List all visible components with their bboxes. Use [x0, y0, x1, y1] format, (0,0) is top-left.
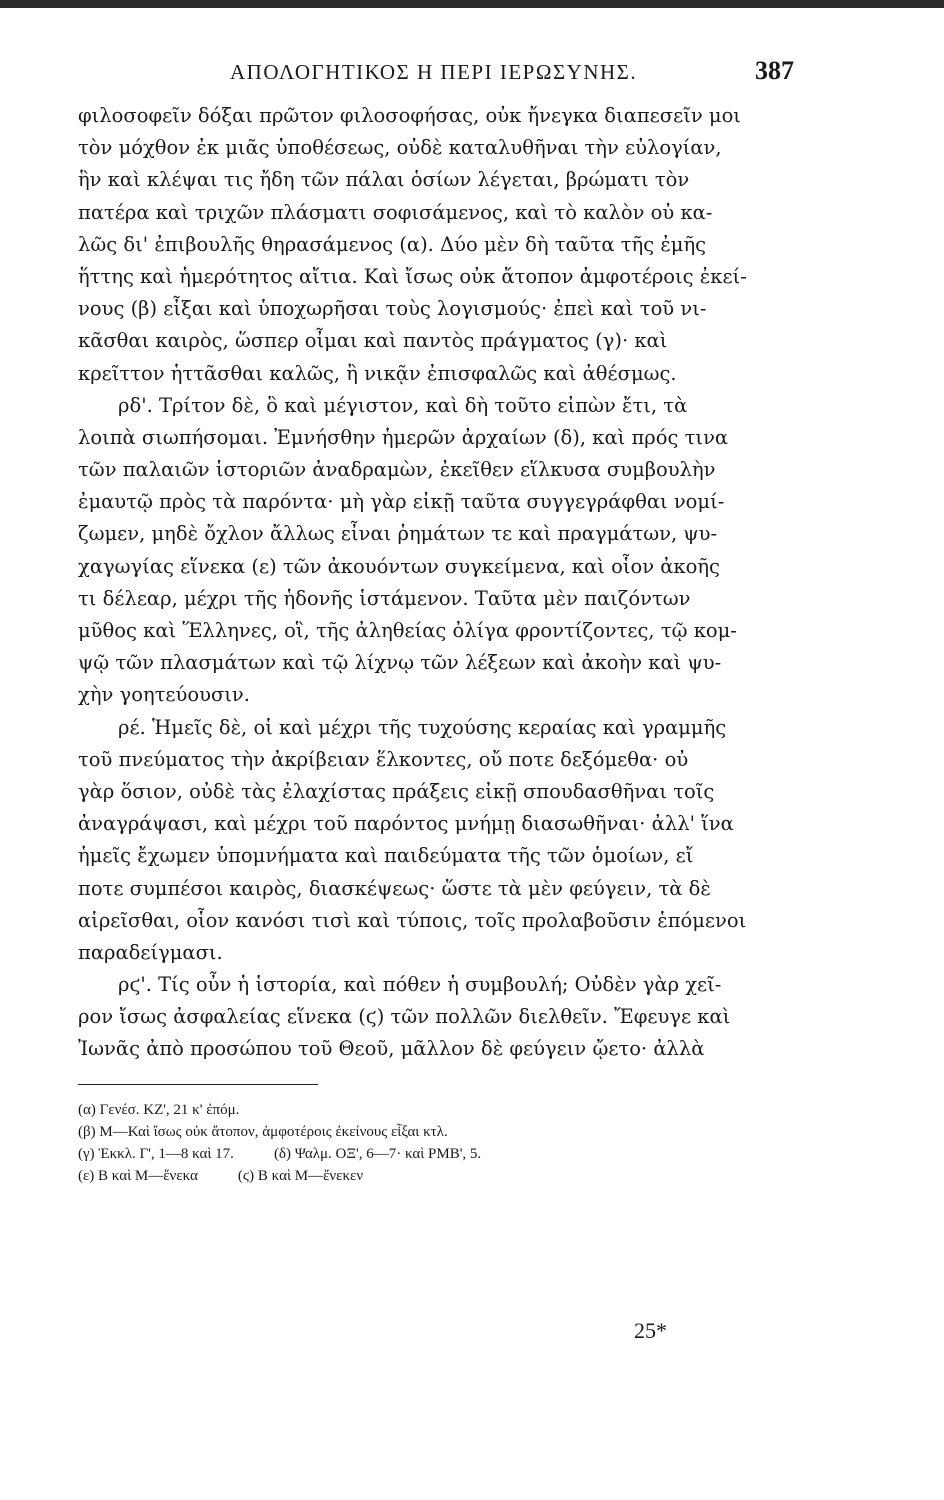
text-line: τοῦ πνεύματος τὴν ἀκρίβειαν ἕλκοντες, οὔ ποτε δεξόμεθα· οὐ	[78, 747, 689, 771]
text-line: αἱρεῖσθαι, οἷον κανόσι τισὶ καὶ τύποις, τοῖς προλαβοῦσιν ἑπόμενοι	[78, 908, 747, 932]
text-line: ψῷ τῶν πλασμάτων καὶ τῷ λίχνῳ τῶν λέξεων καὶ ἀκοὴν καὶ ψυ-	[78, 651, 722, 675]
text-line: Ἰωνᾶς ἀπὸ προσώπου τοῦ Θεοῦ, μᾶλλον δὲ φεύγειν ᾤετο· ἀλλὰ	[78, 1037, 705, 1061]
footnote-a: (α) Γενέσ. ΚΖ', 21 κ' ἐπόμ.	[78, 1101, 240, 1118]
text-line: μῦθος καὶ Ἕλληνες, οἳ, τῆς ἀληθείας ὀλίγα φροντίζοντες, τῷ κομ-	[78, 619, 737, 642]
footnote-b: (β) Μ—Καὶ ἴσως οὐκ ἄτοπον, ἀμφοτέροις ἐκείνους εἶξαι κτλ.	[78, 1123, 448, 1140]
text-line: παραδείγμασι.	[78, 940, 223, 964]
text-line: γὰρ ὅσιον, οὐδὲ τὰς ἐλαχίστας πράξεις εἰκῇ σπουδασθῆναι τοῖς	[78, 779, 715, 803]
signature-mark: 25*	[634, 1318, 667, 1343]
running-head	[78, 56, 794, 100]
text-line: λοιπὰ σιωπήσομαι. Ἐμνήσθην ἡμερῶν ἀρχαίων (δ), καὶ πρός τινα	[78, 425, 729, 449]
footnote-rule	[78, 1084, 318, 1085]
text-line: ἐμαυτῷ πρὸς τὰ παρόντα· μὴ γὰρ εἰκῇ ταῦτα συγγεγράφθαι νομί-	[78, 490, 725, 514]
text-line: ἣν καὶ κλέψαι τις ἤδη τῶν πάλαι ὁσίων λέγεται, βρώματι τὸν	[78, 168, 690, 192]
text-line: ἡμεῖς ἔχωμεν ὑπομνήματα καὶ παιδεύματα τῆς τῶν ὁμοίων, εἴ	[78, 844, 694, 868]
text-line: πατέρα καὶ τριχῶν πλάσματι σοφισάμενος, καὶ τὸ καλὸν οὐ κα-	[78, 200, 713, 224]
footnote-f: (ϛ) Β καὶ Μ—ἕνεκεν	[237, 1167, 364, 1184]
text-line: ἥττης καὶ ἡμερότητος αἴτια. Καὶ ἴσως οὐκ ἄτοπον ἀμφοτέροις ἐκεί-	[78, 264, 747, 288]
text-line: ρδ'. Τρίτον δὲ, ὃ καὶ μέγιστον, καὶ δὴ τοῦτο εἰπὼν ἔτι, τὰ	[118, 393, 688, 417]
footnote-d: (δ) Ψαλμ. ΟΞ', 6—7· καὶ ΡΜΒ', 5.	[273, 1145, 482, 1162]
text-line: κρεῖττον ἡττᾶσθαι καλῶς, ἢ νικᾷν ἐπισφαλῶς καὶ ἀθέσμως.	[78, 361, 677, 385]
text-line: ρϛ'. Τίς οὖν ἡ ἱστορία, καὶ πόθεν ἡ συμβουλή; Οὐδὲν γὰρ χεῖ-	[118, 973, 722, 997]
footnote-line	[78, 1143, 794, 1165]
page-number: 387	[755, 56, 794, 85]
text-line: ρέ. Ἡμεῖς δὲ, οἱ καὶ μέχρι τῆς τυχούσης κεραίας καὶ γραμμῆς	[118, 715, 727, 739]
footnote-line	[78, 1165, 794, 1187]
text-line: χὴν γοητεύουσιν.	[78, 683, 250, 707]
text-line: ἀναγράψασι, καὶ μέχρι τοῦ παρόντος μνήμῃ διασωθῆναι· ἀλλ' ἵνα	[78, 812, 734, 836]
text-line: νους (β) εἶξαι καὶ ὑποχωρῆσαι τοὺς λογισμούς· ἐπεὶ καὶ τοῦ νι-	[78, 297, 707, 321]
text-line: τῶν παλαιῶν ἱστοριῶν ἀναδραμὼν, ἐκεῖθεν εἵλκυσα συμβουλὴν	[78, 458, 716, 482]
book-page	[78, 56, 794, 1187]
footnote-c: (γ) Ἐκκλ. Γ', 1—8 καὶ 17.	[78, 1145, 234, 1162]
text-line: λῶς δι' ἐπιβουλῆς θηρασάμενος (α). Δύο μὲν δὴ ταῦτα τῆς ἐμῆς	[78, 232, 707, 256]
footnote-e: (ε) Β καὶ Μ—ἕνεκα	[78, 1167, 198, 1184]
footnotes	[78, 1099, 794, 1187]
footnote-line	[78, 1099, 794, 1121]
text-line: ρον ἴσως ἀσφαλείας εἵνεκα (ϛ) τῶν πολλῶν διελθεῖν. Ἔφευγε καὶ	[78, 1005, 731, 1029]
text-line: ποτε συμπέσοι καιρὸς, διασκέψεως· ὥστε τὰ μὲν φεύγειν, τὰ δὲ	[78, 876, 711, 900]
text-line: τὸν μόχθον ἐκ μιᾶς ὑποθέσεως, οὐδὲ καταλυθῆναι τὴν εὐλογίαν,	[78, 136, 722, 160]
page-top-edge	[0, 0, 944, 8]
text-line: κᾶσθαι καιρὸς, ὥσπερ οἶμαι καὶ παντὸς πράγματος (γ)· καὶ	[78, 329, 668, 353]
text-line: τι δέλεαρ, μέχρι τῆς ἡδονῆς ἱστάμενον. Ταῦτα μὲν παιζόντων	[78, 586, 691, 610]
text-line: φιλοσοφεῖν δόξαι πρῶτον φιλοσοφήσας, οὐκ ἤνεγκα διαπεσεῖν μοι	[78, 104, 741, 127]
text-line: χαγωγίας εἵνεκα (ε) τῶν ἀκουόντων συγκείμενα, καὶ οἷον ἀκοῆς	[78, 554, 720, 578]
body-text	[78, 100, 794, 1066]
running-head-title: ΑΠΟΛΟΓΗΤΙΚΟΣ Η ΠΕΡΙ ΙΕΡΩΣΥΝΗΣ.	[230, 60, 638, 84]
footnote-line	[78, 1121, 794, 1143]
text-line: ζωμεν, μηδὲ ὄχλον ἄλλως εἶναι ῥημάτων τε καὶ πραγμάτων, ψυ-	[78, 522, 718, 546]
